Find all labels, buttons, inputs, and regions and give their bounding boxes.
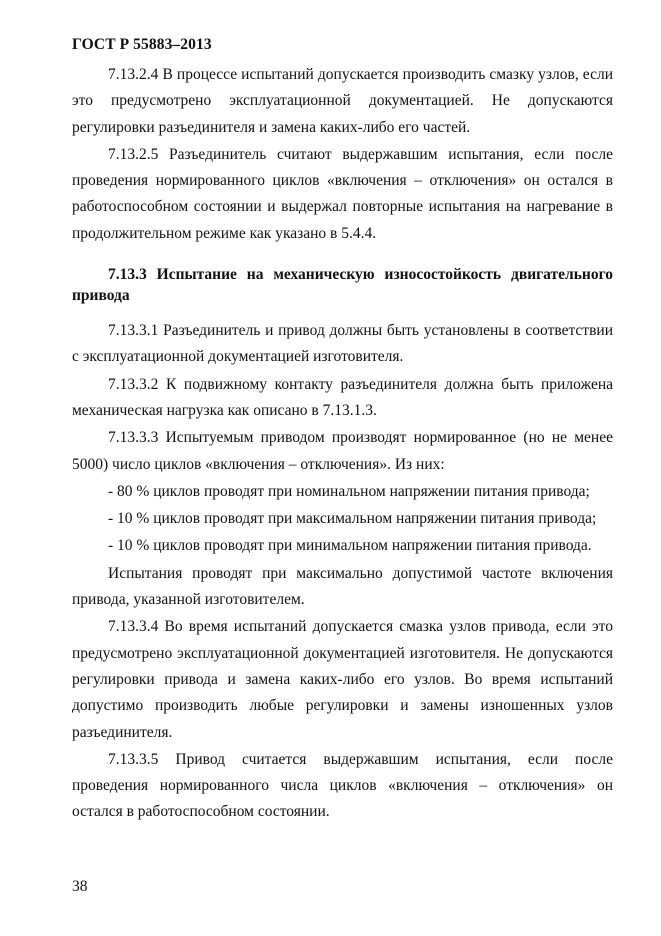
section-heading-7-13-3: 7.13.3 Испытание на механическую износостойкость двигательного привода (72, 266, 613, 305)
paragraph-7-13-3-5: 7.13.3.5 Привод считается выдержавшим испытания, если после проведения нормированного числа циклов «включения – отключения» он остался в работоспособном состоянии. (72, 750, 613, 821)
paragraph-7-13-2-4: 7.13.2.4 В процессе испытаний допускается производить смазку узлов, если это предусмотрено эксплуатационной документацией. Не допускаются регулировки разъединителя и замена каких-либо его частей. (72, 66, 613, 136)
paragraph-7-13-2-5: 7.13.2.5 Разъединитель считают выдержавшим испытания, если после проведения нормированного циклов «включения – отключения» он остался в работоспособном состоянии и выдержал повторные испытания на нагревание в продолжительном режиме как указано в 5.4.4. (72, 145, 613, 242)
list-item-10-percent-min: - 10 % циклов проводят при минимальном напряжении питания привода. (108, 537, 592, 555)
paragraph-test-frequency: Испытания проводят при максимально допустимой частоте включения привода, указанной изготовителем. (72, 564, 613, 609)
list-item-10-percent-max: - 10 % циклов проводят при максимальном напряжении питания привода; (108, 510, 597, 528)
paragraph-7-13-3-4: 7.13.3.4 Во время испытаний допускается смазка узлов привода, если это предусмотрено эксплуатационной документацией изготовителя. Не допускаются регулировки привода и замена каких-либо его узлов. Во время испытаний допустимо производить любые регулировки и замены изношенных узлов разъединителя. (72, 618, 613, 741)
document-body (72, 62, 613, 826)
paragraph-7-13-3-1: 7.13.3.1 Разъединитель и привод должны быть установлены в соответствии с эксплуатационной документацией изготовителя. (72, 322, 613, 366)
paragraph-7-13-3-3: 7.13.3.3 Испытуемым приводом производят нормированное (но не менее 5000) число циклов «включения – отключения». Из них: (72, 429, 613, 473)
paragraph-7-13-3-2: 7.13.3.2 К подвижному контакту разъединителя должна быть приложена механическая нагрузка как описано в 7.13.1.3. (72, 375, 613, 419)
document-header: ГОСТ Р 55883–2013 (72, 36, 212, 53)
page-number: 38 (72, 878, 88, 895)
list-item-80-percent: - 80 % циклов проводят при номинальном напряжении питания привода; (108, 482, 590, 500)
